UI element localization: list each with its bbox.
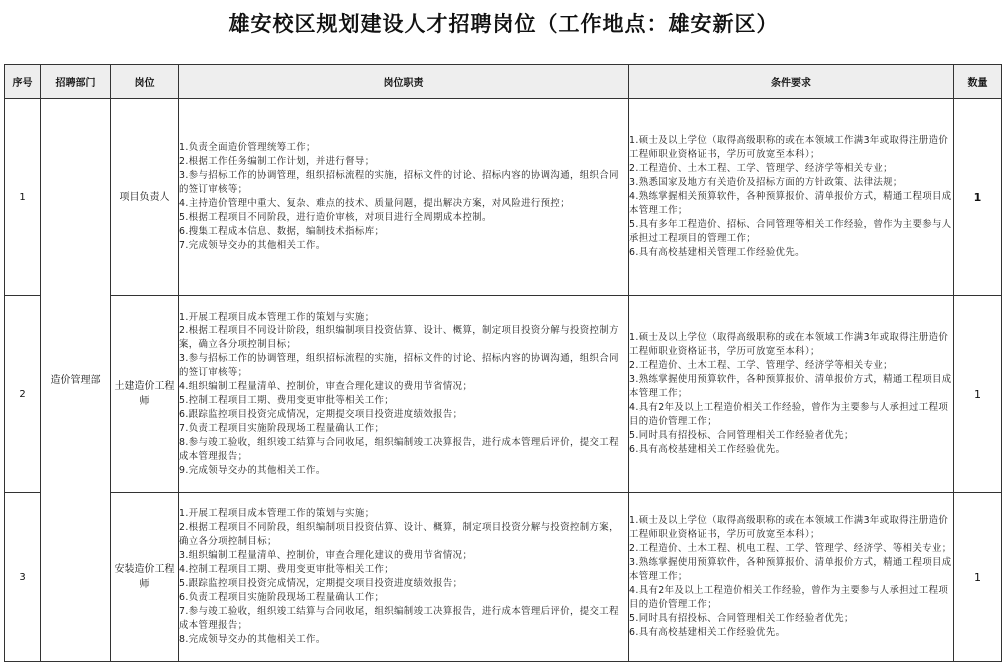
list-item: 4.主持造价管理中重大、复杂、难点的技术、质量问题，提出解决方案，对风险进行预控； [179, 198, 570, 209]
list-item: 1.负责全面造价管理统筹工作； [179, 142, 316, 154]
row-index: 3 [5, 493, 41, 662]
requirements-cell [629, 99, 954, 296]
list-item: 2.根据工作任务编制工作计划，并进行督导； [179, 156, 375, 168]
list-item: 1.硕士及以上学位（取得高级职称的或在本领域工作满3年或取得注册造价工程师职业资格证书，学历可放宽至本科）； [629, 332, 949, 358]
table-row [5, 493, 1002, 662]
header-duties: 岗位职责 [179, 65, 629, 99]
list-item: 7.负责工程项目实施阶段现场工程量确认工作； [179, 422, 385, 434]
row-index: 1 [5, 99, 41, 296]
header-requirements: 条件要求 [629, 65, 954, 99]
list-item: 3.熟练掌握使用预算软件，各种预算报价、清单报价方式，精通工程项目成本管理工作； [629, 374, 952, 400]
header-position: 岗位 [111, 65, 179, 99]
list-item: 6.搜集工程成本信息、数据，编制技术指标库； [179, 225, 385, 237]
list-item: 1.硕士及以上学位（取得高级职称的或在本领域工作满3年或取得注册造价工程师职业资格证书，学历可放宽至本科）； [629, 135, 949, 161]
list-item: 1.开展工程项目成本管理工作的策划与实施； [179, 311, 375, 323]
header-count: 数量 [954, 65, 1002, 99]
requirements-cell [629, 296, 954, 493]
list-item: 8.参与竣工验收，组织竣工结算与合同收尾，组织编制竣工决算报告，进行成本管理后评价，提交工程成本管理报告； [179, 436, 619, 462]
list-item: 6.负责工程项目实施阶段现场工程量确认工作； [179, 591, 385, 603]
job-table [4, 64, 1002, 662]
duties-list [179, 311, 628, 478]
list-item: 3.熟练掌握使用预算软件，各种预算报价、清单报价方式，精通工程项目成本管理工作； [629, 557, 952, 583]
list-item: 9.完成领导交办的其他相关工作。 [179, 464, 326, 476]
list-item: 1.硕士及以上学位（取得高级职称的或在本领域工作满3年或取得注册造价工程师职业资格证书，学历可放宽至本科）； [629, 515, 949, 541]
table-row [5, 296, 1002, 493]
requirements-list [629, 331, 953, 456]
list-item: 4.具有2年及以上工程造价相关工作经验，曾作为主要参与人承担过工程项目的造价管理工作； [629, 584, 949, 610]
list-item: 5.跟踪监控项目投资完成情况，定期提交项目投资进度绩效报告； [179, 578, 463, 589]
duties-cell [179, 99, 629, 296]
page-title: 雄安校区规划建设人才招聘岗位（工作地点：雄安新区） [228, 12, 779, 36]
list-item: 5.根据工程项目不同阶段，进行造价审核，对项目进行全周期成本控制。 [179, 211, 492, 223]
list-item: 7.完成领导交办的其他相关工作。 [179, 239, 326, 251]
header-index: 序号 [5, 65, 41, 99]
position-count: 1 [954, 493, 1002, 662]
list-item: 3.组织编制工程量清单、控制价，审查合理化建议的费用节省情况； [179, 550, 473, 562]
list-item: 3.参与招标工作的协调管理，组织招标流程的实施，招标文件的讨论、招标内容的协调沟通，组织合同的签订审核等； [179, 353, 619, 379]
list-item: 6.具有高校基建相关工作经验优先。 [629, 443, 786, 455]
list-item: 2.工程造价、土木工程、机电工程、工学、管理学、经济学、等相关专业； [629, 543, 952, 555]
list-item: 3.参与招标工作的协调管理，组织招标流程的实施，招标文件的讨论、招标内容的协调沟通，组织合同的签订审核等； [179, 170, 619, 196]
header-row [5, 65, 1002, 99]
requirements-list [629, 134, 953, 259]
duties-list [179, 141, 628, 252]
requirements-cell [629, 493, 954, 662]
row-index: 2 [5, 296, 41, 493]
list-item: 5.同时具有招投标、合同管理相关工作经验者优先； [629, 429, 854, 441]
list-item: 6.具有高校基建相关管理工作经验优先。 [629, 246, 805, 258]
list-item: 3.熟悉国家及地方有关造价及招标方面的方针政策、法律法规； [629, 177, 903, 189]
list-item: 2.工程造价、土木工程、工学、管理学、经济学等相关专业； [629, 163, 893, 175]
list-item: 2.根据工程项目不同设计阶段，组织编制项目投资估算、设计、概算，制定项目投资分解与投资控制方案，确立各分项控制目标； [179, 325, 619, 351]
position-count: 1 [954, 296, 1002, 493]
list-item: 5.具有多年工程造价、招标、合同管理等相关工作经验，曾作为主要参与人承担过工程项目的管理工作； [629, 218, 952, 244]
list-item: 5.控制工程项目工期、费用变更审批等相关工作； [179, 395, 395, 406]
requirements-list [629, 514, 953, 639]
list-item: 7.参与竣工验收，组织竣工结算与合同收尾，组织编制竣工决算报告，进行成本管理后评价，提交工程成本管理报告； [179, 605, 619, 631]
list-item: 4.组织编制工程量清单、控制价，审查合理化建议的费用节省情况； [179, 381, 473, 393]
header-dept: 招聘部门 [41, 65, 111, 99]
list-item: 8.完成领导交办的其他相关工作。 [179, 633, 326, 645]
list-item: 4.熟练掌握相关预算软件，各种预算报价、清单报价方式，精通工程项目成本管理工作； [629, 191, 952, 216]
table-row [5, 99, 1002, 296]
list-item: 2.工程造价、土木工程、工学、管理学、经济学等相关专业； [629, 360, 893, 372]
position-count: 1 [954, 99, 1002, 296]
list-item: 5.同时具有招投标、合同管理相关工作经验者优先； [629, 612, 854, 624]
duties-list [179, 507, 628, 646]
position-name: 安装造价工程师 [111, 493, 179, 662]
position-name: 项目负责人 [111, 99, 179, 296]
list-item: 4.控制工程项目工期、费用变更审批等相关工作； [179, 564, 395, 576]
list-item: 2.根据工程项目不同阶段，组织编制项目投资估算、设计、概算，制定项目投资分解与投资控制方案，确立各分项控制目标； [179, 522, 619, 548]
list-item: 6.具有高校基建相关工作经验优先。 [629, 626, 786, 638]
list-item: 4.具有2年及以上工程造价相关工作经验，曾作为主要参与人承担过工程项目的造价管理工作； [629, 401, 949, 427]
position-name: 土建造价工程师 [111, 296, 179, 493]
dept-label: 造价管理部 [50, 374, 101, 386]
list-item: 1.开展工程项目成本管理工作的策划与实施； [179, 508, 375, 520]
duties-cell [179, 493, 629, 662]
duties-cell [179, 296, 629, 493]
dept-name [41, 99, 111, 662]
list-item: 6.跟踪监控项目投资完成情况，定期提交项目投资进度绩效报告； [179, 408, 463, 420]
